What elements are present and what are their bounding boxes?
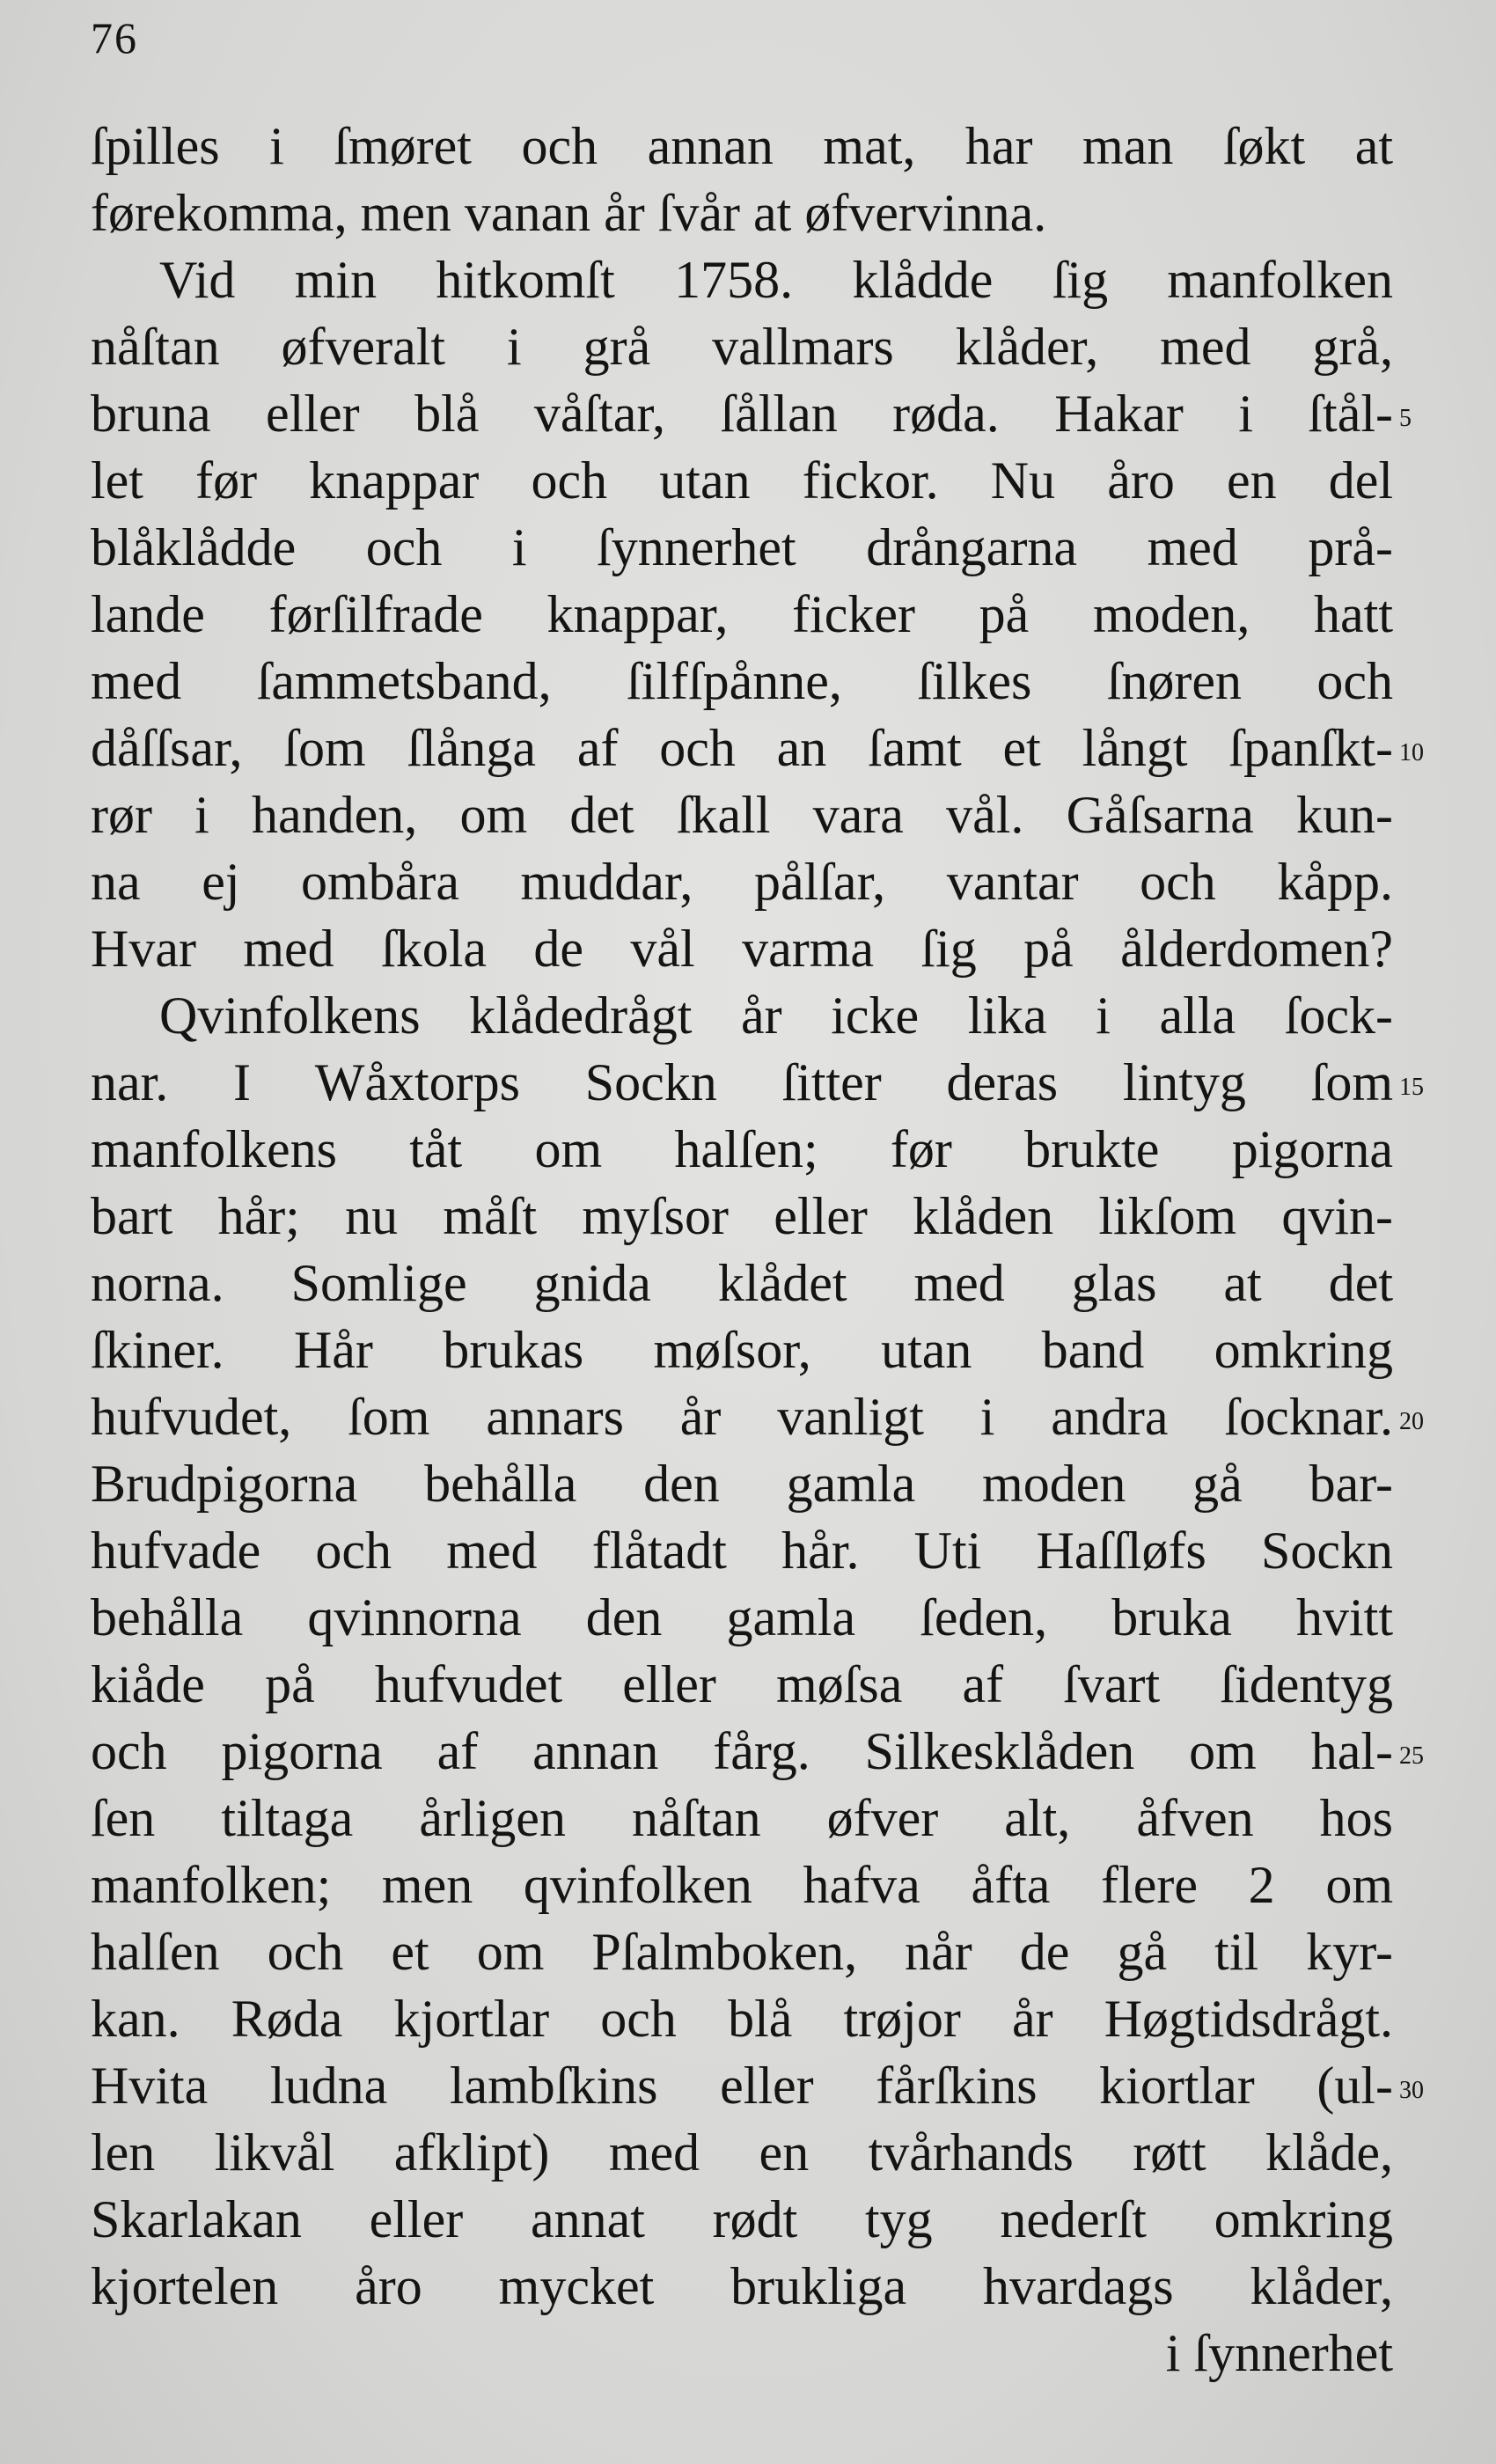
text-line-content: na ej ombåra muddar, pålſar, vantar och kåpp. — [91, 853, 1393, 911]
text-line-content: med ſammetsband, ſilfſpånne, ſilkes ſnøren och — [91, 652, 1393, 710]
text-line — [91, 447, 1393, 514]
text-line — [91, 1651, 1393, 1718]
text-line — [91, 1383, 1393, 1450]
margin-line-number: 25 — [1399, 1742, 1424, 1770]
text-line-content: halſen och et om Pſalmboken, når de gå til kyr- — [91, 1923, 1393, 1981]
catchword — [91, 2320, 1393, 2387]
margin-line-number: 20 — [1399, 1408, 1424, 1435]
text-line — [91, 2052, 1393, 2119]
text-line — [91, 982, 1393, 1049]
text-line — [91, 1918, 1393, 1985]
text-line-content: i ſynnerhet — [1165, 2324, 1393, 2382]
text-line — [91, 915, 1393, 982]
text-line-content: Hvita ludna lambſkins eller fårſkins kiortlar (ul- — [91, 2057, 1393, 2115]
text-line-content: hufvade och med flåtadt hår. Uti Haſſløfs Sockn — [91, 1522, 1393, 1580]
text-line-content: bart hår; nu måſt myſsor eller klåden likſom qvin- — [91, 1187, 1393, 1245]
text-line-content: dåſſsar, ſom ſlånga af och an ſamt et långt ſpanſkt- — [91, 719, 1393, 777]
text-line — [91, 2119, 1393, 2186]
text-line-content: norna. Somlige gnida klådet med glas at det — [91, 1254, 1393, 1312]
margin-line-number: 15 — [1399, 1074, 1424, 1101]
text-line-content: bruna eller blå våſtar, ſållan røda. Hakar i ſtål- — [91, 385, 1393, 443]
text-line-content: hufvudet, ſom annars år vanligt i andra ſocknar. — [91, 1388, 1393, 1446]
text-line-content: behålla qvinnorna den gamla ſeden, bruka hvitt — [91, 1588, 1393, 1646]
text-line — [91, 1116, 1393, 1183]
text-line — [91, 180, 1393, 246]
text-line — [91, 1517, 1393, 1584]
text-line — [91, 648, 1393, 715]
text-line — [91, 715, 1393, 781]
text-line-content: nar. I Wåxtorps Sockn ſitter deras lintyg ſom — [91, 1053, 1393, 1111]
text-line — [91, 514, 1393, 581]
text-line-content: nåſtan øfveralt i grå vallmars klåder, med grå, — [91, 318, 1393, 376]
text-line — [91, 1584, 1393, 1651]
text-line — [91, 1985, 1393, 2052]
text-line-content: Brudpigorna behålla den gamla moden gå bar- — [91, 1455, 1393, 1513]
page-number: 76 — [91, 13, 138, 62]
text-line — [91, 1316, 1393, 1383]
margin-line-number: 30 — [1399, 2077, 1424, 2104]
text-line — [91, 380, 1393, 447]
text-line — [91, 2186, 1393, 2253]
text-line-content: Skarlakan eller annat rødt tyg nederſt omkring — [91, 2190, 1393, 2248]
text-line-content: let før knappar och utan fickor. Nu åro en del — [91, 451, 1393, 510]
text-line — [91, 1250, 1393, 1316]
margin-line-number: 10 — [1399, 739, 1424, 766]
text-line — [91, 1785, 1393, 1852]
text-line-content: ſen tiltaga årligen nåſtan øfver alt, åfven hos — [91, 1789, 1393, 1847]
text-line-content: rør i handen, om det ſkall vara vål. Gåſsarna kun- — [91, 786, 1393, 844]
text-line — [91, 313, 1393, 380]
text-line-content: len likvål afklipt) med en tvårhands røtt klåde, — [91, 2123, 1393, 2182]
text-line-content: ſpilles i ſmøret och annan mat, har man ſøkt at — [91, 117, 1393, 175]
text-line — [91, 1183, 1393, 1250]
text-line-content: manfolkens tåt om halſen; før brukte pigorna — [91, 1120, 1393, 1178]
text-line — [91, 1718, 1393, 1785]
text-line — [91, 1450, 1393, 1517]
text-line — [91, 246, 1393, 313]
text-line-content: Vid min hitkomſt 1758. klådde ſig manfolken — [159, 251, 1393, 309]
text-line-content: Hvar med ſkola de vål varma ſig på ålderdomen? — [91, 920, 1393, 978]
text-line — [91, 1852, 1393, 1918]
text-line-content: blåklådde och i ſynnerhet drångarna med prå- — [91, 518, 1393, 576]
text-line-content: kjortelen åro mycket brukliga hvardags klåder, — [91, 2257, 1393, 2315]
text-line — [91, 1049, 1393, 1116]
text-line-content: manfolken; men qvinfolken hafva åfta flere 2 om — [91, 1856, 1393, 1914]
text-line — [91, 581, 1393, 648]
text-line — [91, 2253, 1393, 2320]
text-line-content: førekomma, men vanan år ſvår at øfvervinna. — [91, 184, 1047, 242]
text-line-content: Qvinfolkens klådedrågt år icke lika i alla ſock- — [159, 986, 1393, 1045]
text-line-content: och pigorna af annan fårg. Silkesklåden om hal- — [91, 1722, 1393, 1780]
text-line — [91, 781, 1393, 848]
text-line-content: ſkiner. Hår brukas møſsor, utan band omkring — [91, 1321, 1393, 1379]
text-line-content: kiåde på hufvudet eller møſsa af ſvart ſidentyg — [91, 1655, 1393, 1713]
text-line-content: lande førſilfrade knappar, ficker på moden, hatt — [91, 585, 1393, 643]
text-line — [91, 113, 1393, 180]
text-line-content: kan. Røda kjortlar och blå trøjor år Høgtidsdrågt. — [91, 1990, 1393, 2048]
margin-line-number: 5 — [1399, 405, 1412, 432]
text-line — [91, 848, 1393, 915]
